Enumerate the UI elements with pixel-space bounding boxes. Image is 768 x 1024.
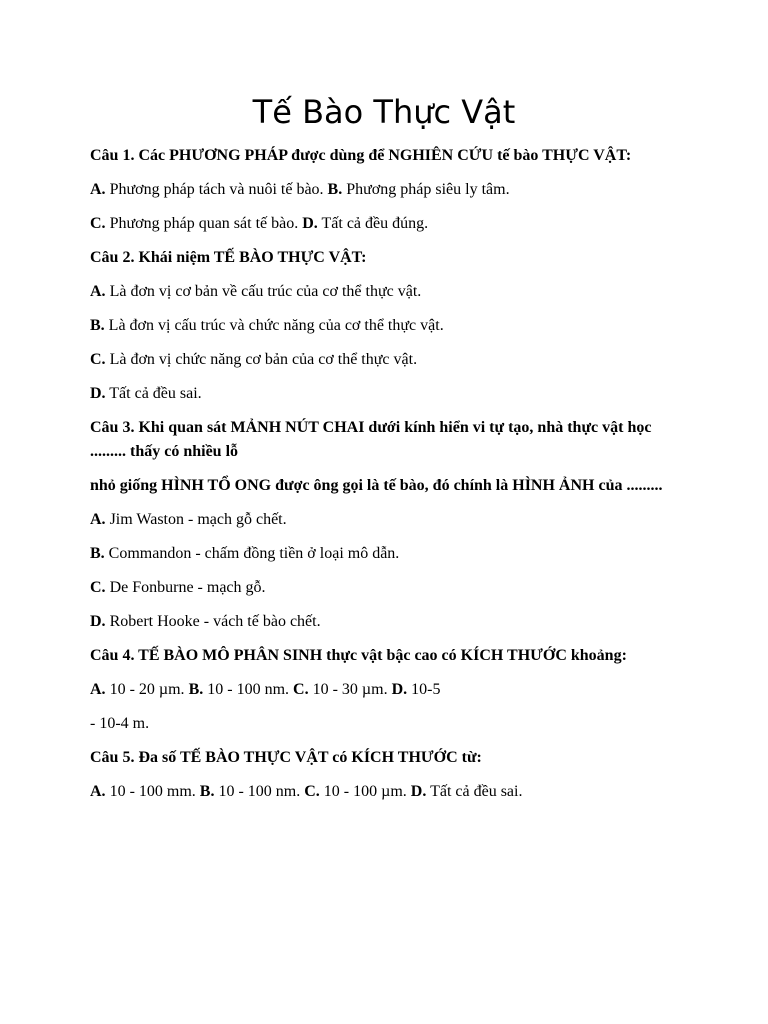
answer-options (90, 780, 690, 804)
option-text: Robert Hooke - vách tế bào chết. (105, 613, 321, 630)
option-text: 10 - 100 mm. (105, 783, 200, 800)
answer-options (90, 678, 690, 702)
option-label: C. (293, 681, 309, 698)
option-label: D. (90, 385, 106, 402)
option-text: Tất cả đều sai. (426, 783, 523, 800)
answer-options (90, 314, 690, 338)
option-text: 10 - 100 µm. (319, 783, 411, 800)
option-label: A. (90, 783, 106, 800)
option-label: B. (188, 681, 204, 698)
option-text: Commandon - chấm đồng tiền ở loại mô dẫn. (104, 545, 400, 562)
question-text: nhỏ giống HÌNH TỔ ONG được ông gọi là tế bào, đó chính là HÌNH ẢNH của ......... (90, 477, 663, 494)
option-label: A. (90, 283, 106, 300)
option-text: De Fonburne - mạch gỗ. (105, 579, 266, 596)
option-label: A. (90, 681, 106, 698)
option-text: Phương pháp tách và nuôi tế bào. (105, 181, 328, 198)
option-text: 10 - 100 nm. (214, 783, 305, 800)
question-text: Câu 5. Đa số TẾ BÀO THỰC VẬT có KÍCH THƯỚC từ: (90, 749, 482, 766)
question-text: Câu 2. Khái niệm TẾ BÀO THỰC VẬT: (90, 249, 367, 266)
option-text: Là đơn vị cơ bản về cấu trúc của cơ thể thực vật. (105, 283, 422, 300)
option-label: C. (90, 215, 106, 232)
answer-options (90, 280, 690, 304)
option-text: Tất cả đều sai. (105, 385, 202, 402)
option-label: B. (90, 545, 105, 562)
document-body (90, 144, 690, 814)
option-label: C. (90, 351, 106, 368)
answer-options (90, 178, 690, 202)
option-label: A. (90, 511, 106, 528)
option-text: 10 - 100 nm. (203, 681, 294, 698)
option-label: B. (90, 317, 105, 334)
option-text: Phương pháp siêu ly tâm. (342, 181, 510, 198)
answer-options (90, 212, 690, 236)
option-text: Jim Waston - mạch gỗ chết. (105, 511, 287, 528)
option-text: 10 - 20 µm. (105, 681, 189, 698)
option-label: D. (410, 783, 427, 800)
option-label: D. (391, 681, 408, 698)
option-label: D. (90, 613, 106, 630)
option-label: B. (327, 181, 343, 198)
option-text: Phương pháp quan sát tế bào. (105, 215, 303, 232)
option-label: C. (304, 783, 320, 800)
answer-options (90, 576, 690, 600)
option-text: Tất cả đều đúng. (317, 215, 429, 232)
option-label: A. (90, 181, 106, 198)
answer-options (90, 382, 690, 406)
option-label: C. (90, 579, 106, 596)
question-text: Câu 4. TẾ BÀO MÔ PHÂN SINH thực vật bậc cao có KÍCH THƯỚC khoảng: (90, 647, 627, 664)
option-label: D. (302, 215, 318, 232)
question-text: Câu 1. Các PHƯƠNG PHÁP được dùng để NGHIÊN CỨU tế bào THỰC VẬT: (90, 147, 632, 164)
answer-options (90, 712, 690, 736)
option-text: 10 - 30 µm. (308, 681, 392, 698)
option-text: - 10-4 m. (90, 715, 150, 732)
option-text: Là đơn vị cấu trúc và chức năng của cơ thể thực vật. (104, 317, 444, 334)
answer-options (90, 542, 690, 566)
option-label: B. (199, 783, 215, 800)
answer-options (90, 348, 690, 372)
option-text: 10-5 (407, 681, 441, 698)
page-title: Tế Bào Thực Vật (252, 93, 516, 131)
answer-options (90, 610, 690, 634)
answer-options (90, 508, 690, 532)
question-text: Câu 3. Khi quan sát MẢNH NÚT CHAI dưới kính hiển vi tự tạo, nhà thực vật học ......... thấy có nhiều lỗ (90, 419, 652, 460)
option-text: Là đơn vị chức năng cơ bản của cơ thể thực vật. (105, 351, 418, 368)
